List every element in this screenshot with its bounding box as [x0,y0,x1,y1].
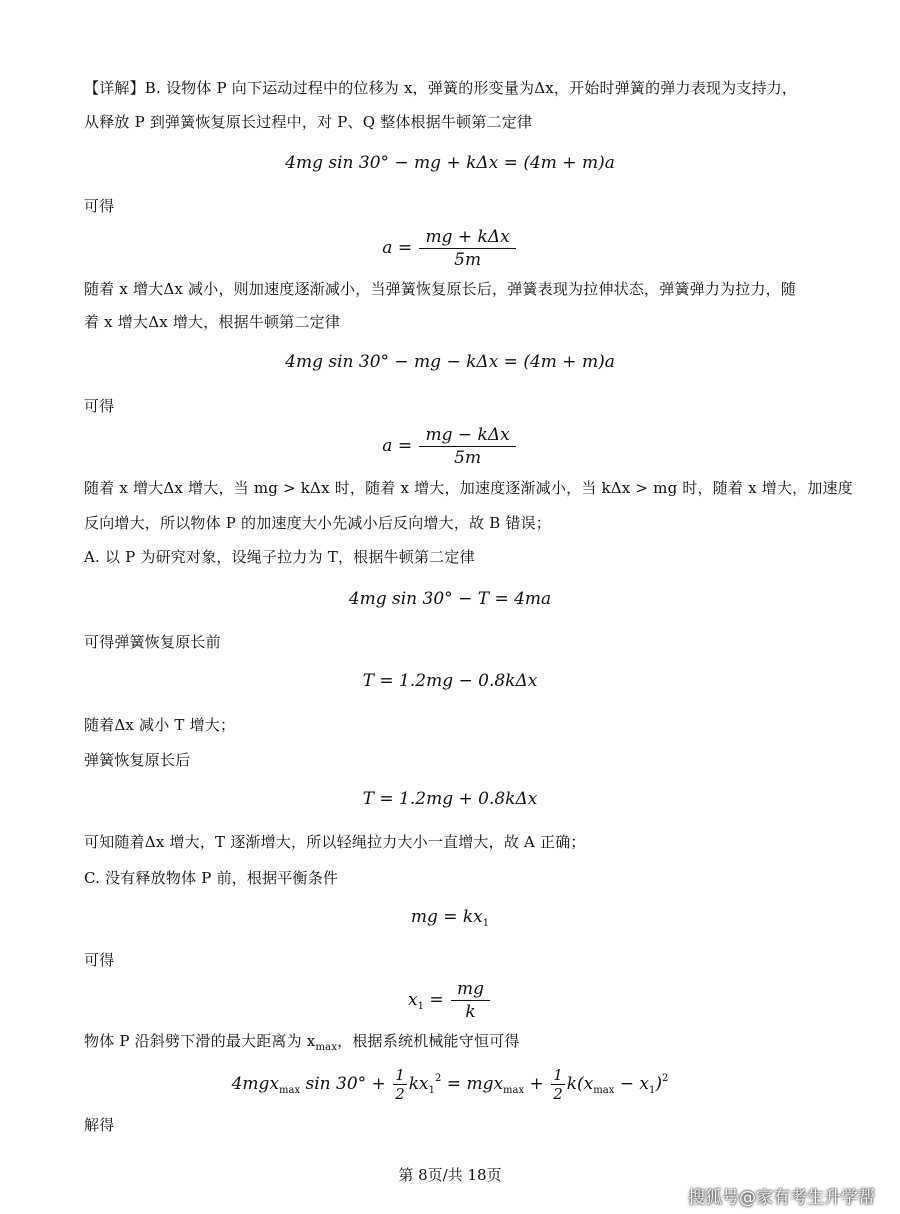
text-line: 可得 [84,951,115,969]
subscript: 1 [417,1001,424,1012]
text-line: 【详解】B. 设物体 P 向下运动过程中的位移为 x，弹簧的形变量为Δx，开始时弹簧的弹力表现为支持力， [84,79,798,97]
fraction-numerator: mg − kΔx [419,424,515,447]
fraction [451,978,490,1023]
fraction-numerator: mg + kΔx [419,226,515,249]
text-fragment: ，根据系统机械能守恒可得 [337,1032,520,1050]
text-line: 随着 x 增大Δx 减小，则加速度逐渐减小，当弹簧恢复原长后，弹簧表现为拉伸状态，弹簧弹力为拉力，随 [84,280,797,298]
page-footer: 第 8页/共 18页 [398,1166,502,1184]
fraction-numerator: 1 [553,1066,563,1084]
subscript: max [503,1085,525,1096]
equation-3: 4mg sin 30° − mg − kΔx = (4m + m)a [285,352,615,372]
eq-part: + [524,1074,544,1094]
subscript: max [279,1085,301,1096]
subscript: max [315,1042,338,1053]
fraction-denominator: k [465,1002,476,1022]
fraction-denominator: 2 [395,1085,405,1103]
equation-lhs: x [407,990,418,1010]
fraction-numerator: 1 [395,1066,405,1084]
equation-4 [0,424,900,469]
fraction-denominator: 5m [454,448,482,468]
fraction [551,1066,565,1103]
superscript: 2 [662,1073,669,1084]
equation-lhs: a = [382,436,413,456]
text-line: 可得 [84,197,115,215]
eq-part: 4mgx [231,1074,279,1094]
text-line: 随着Δx 减小 T 增大； [84,716,236,734]
fraction [419,424,515,469]
eq-part: kx [408,1074,429,1094]
subscript: 1 [482,918,490,929]
watermark: 搜狐号@家有考生升学帮 [688,1188,875,1208]
subscript: 1 [649,1085,656,1096]
fraction-numerator: mg [451,978,490,1001]
eq-part: k(x [566,1074,594,1094]
subscript: max [593,1085,615,1096]
text-line: 反向增大，所以物体 P 的加速度大小先减小后反向增大，故 B 错误； [84,514,551,532]
equals-sign: = [423,990,444,1010]
text-line [84,1031,520,1058]
equation-8 [0,906,900,935]
equation-7: T = 1.2mg + 0.8kΔx [362,789,538,809]
text-line: 可得弹簧恢复原长前 [84,633,221,651]
fraction-denominator: 5m [454,250,482,270]
equation-2 [0,226,900,271]
fraction [393,1066,407,1103]
equation-lhs: a = [382,238,413,258]
fraction [419,226,515,271]
text-line: 弹簧恢复原长后 [84,751,191,769]
eq-part: − x [614,1074,650,1094]
text-line: 从释放 P 到弹簧恢复原长过程中，对 P、Q 整体根据牛顿第二定律 [84,113,533,131]
text-fragment: 物体 P 沿斜劈下滑的最大距离为 x [84,1032,316,1050]
text-line: A. 以 P 为研究对象，设绳子拉力为 T，根据牛顿第二定律 [84,548,475,566]
text-line: 随着 x 增大Δx 增大，当 mg > kΔx 时，随着 x 增大，加速度逐渐减小，当 kΔx > mg 时，随着 x 增大，加速度 [84,479,853,497]
equation-1: 4mg sin 30° − mg + kΔx = (4m + m)a [285,153,615,173]
eq-part: sin 30° + [300,1074,386,1094]
eq-part: = mgx [441,1074,504,1094]
equation-6: T = 1.2mg − 0.8kΔx [362,671,538,691]
equation-5: 4mg sin 30° − T = 4ma [348,589,552,609]
text-line: 可知随着Δx 增大，T 逐渐增大，所以轻绳拉力大小一直增大，故 A 正确； [84,833,586,851]
text-line: 可得 [84,397,115,415]
fraction-denominator: 2 [553,1085,563,1103]
superscript: 2 [435,1073,442,1084]
text-line: C. 没有释放物体 P 前，根据平衡条件 [84,869,339,887]
text-line: 解得 [84,1116,115,1134]
equation-body: mg = kx [410,907,483,927]
equation-10 [0,1066,900,1103]
eq-part: ) [655,1074,663,1094]
text-line: 着 x 增大Δx 增大，根据牛顿第二定律 [84,313,341,331]
equation-9 [0,978,900,1023]
subscript: 1 [428,1085,436,1096]
